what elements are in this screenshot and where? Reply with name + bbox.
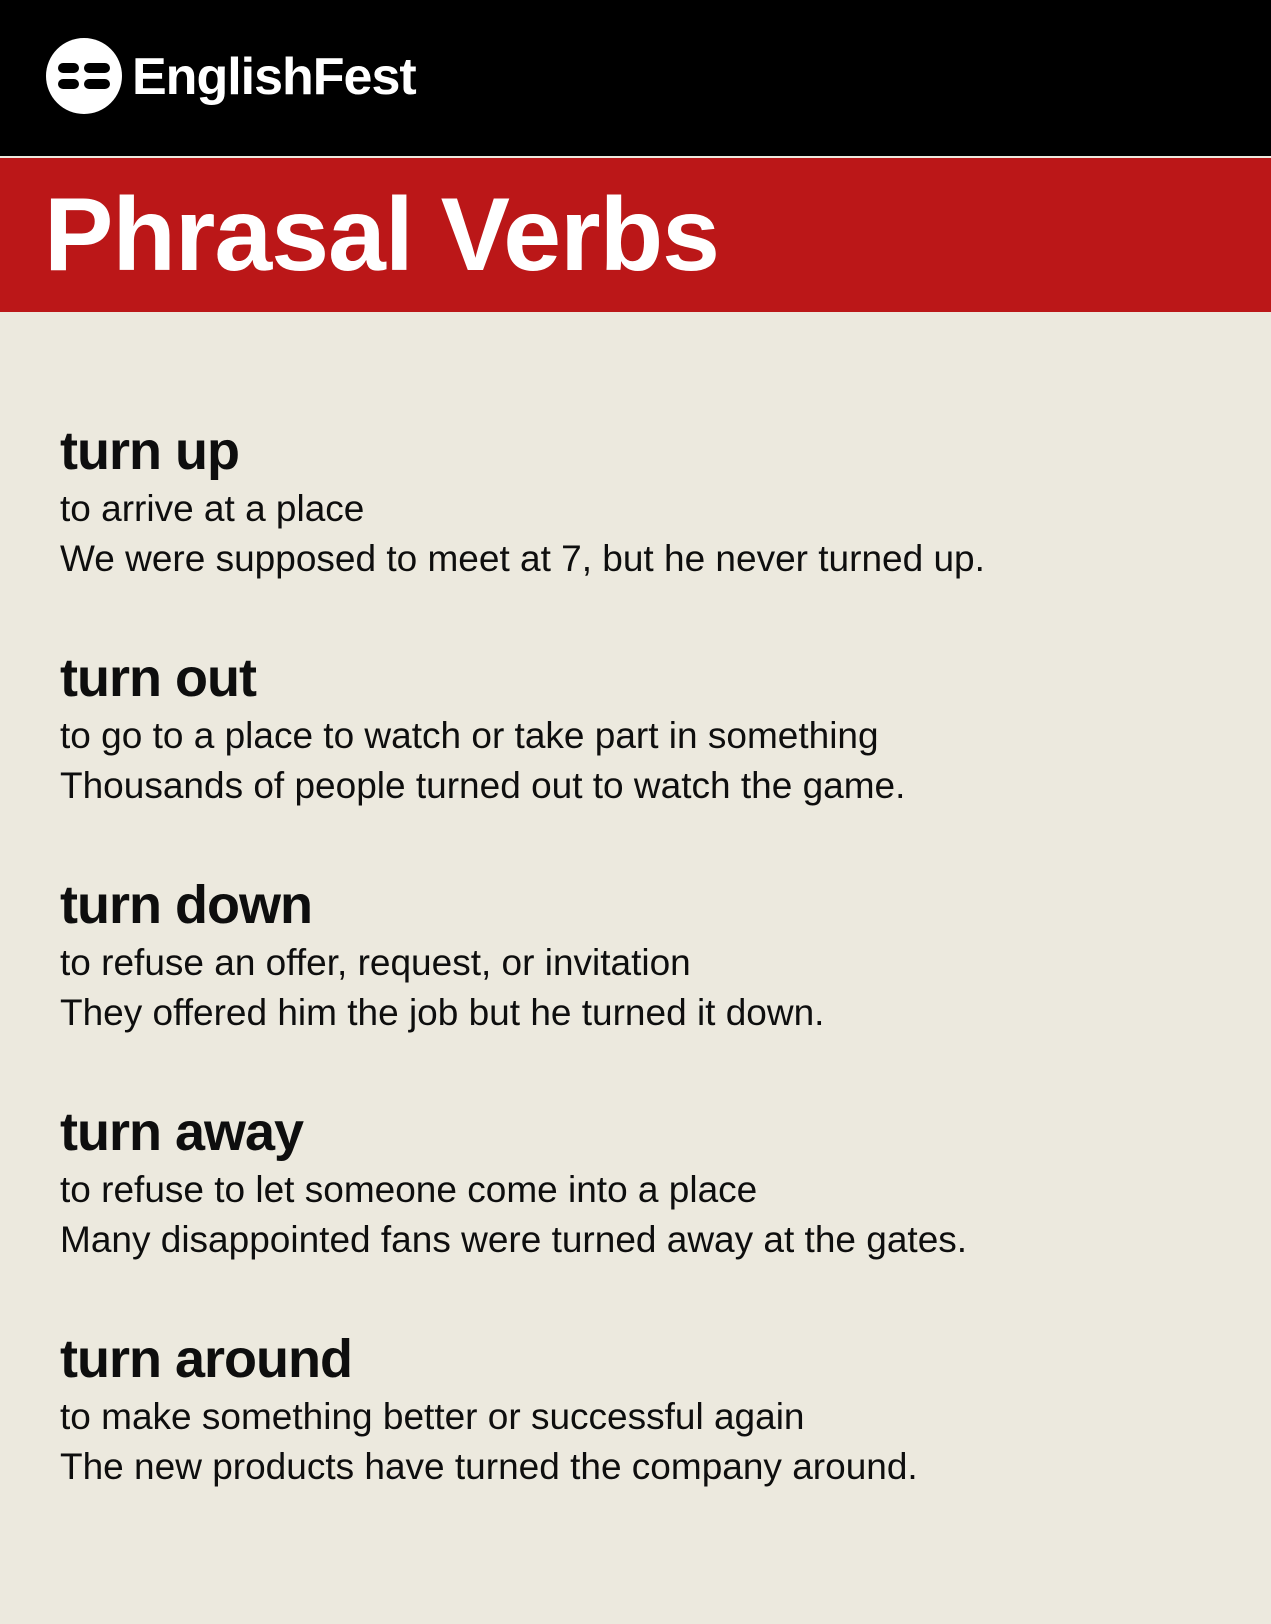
phrasal-verb-entry (60, 872, 1210, 1099)
phrasal-verb-example: We were supposed to meet at 7, but he never turned up. (60, 538, 985, 579)
header (0, 0, 1271, 156)
brand-name: EnglishFest (132, 48, 416, 106)
phrasal-verb-definition: to refuse to let someone come into a place (60, 1169, 758, 1210)
phrasal-verb-term: turn around (60, 1329, 352, 1389)
phrasal-verb-example: They offered him the job but he turned it down. (60, 992, 825, 1033)
phrasal-verb-entry (60, 1099, 1210, 1326)
phrasal-verb-example: The new products have turned the company around. (60, 1446, 918, 1487)
phrasal-verb-example: Thousands of people turned out to watch the game. (60, 765, 906, 806)
phrasal-verb-term: turn down (60, 875, 312, 935)
phrasal-verb-term: turn up (60, 421, 239, 481)
phrasal-verb-example: Many disappointed fans were turned away at the gates. (60, 1219, 968, 1260)
phrasal-verb-definition: to go to a place to watch or take part in something (60, 715, 879, 756)
phrasal-verb-term: turn out (60, 648, 256, 708)
phrasal-verb-definition: to make something better or successful again (60, 1396, 805, 1437)
englishfest-logo-icon (46, 38, 122, 114)
phrasal-verb-entry (60, 418, 1210, 645)
phrasal-verb-term: turn away (60, 1102, 304, 1162)
title-band (0, 158, 1271, 312)
phrasal-verb-definition: to refuse an offer, request, or invitation (60, 942, 691, 983)
phrasal-verb-entry (60, 1326, 1210, 1553)
phrasal-verb-definition: to arrive at a place (60, 488, 365, 529)
phrasal-verb-list (60, 418, 1210, 1553)
phrasal-verb-entry (60, 645, 1210, 872)
page-title: Phrasal Verbs (44, 177, 719, 293)
